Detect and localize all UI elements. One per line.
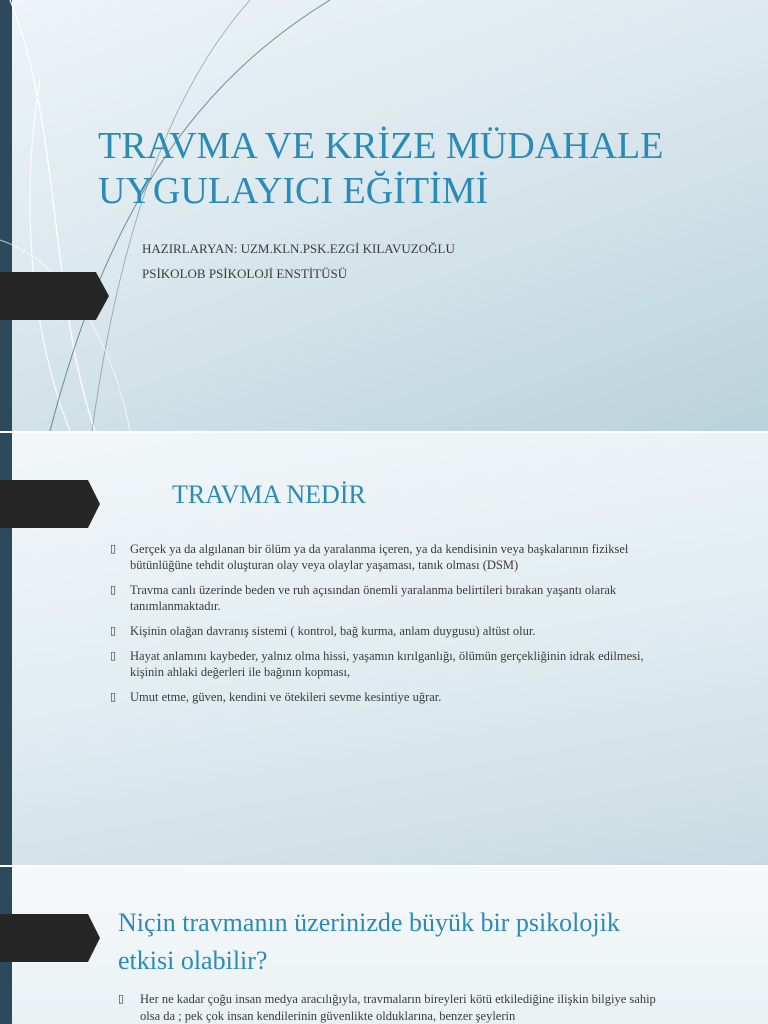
list-item-text: Kişinin olağan davranış sistemi ( kontrol, bağ kurma, anlam duygusu) altüst olur. xyxy=(130,624,536,638)
list-item xyxy=(110,689,670,705)
slide-title xyxy=(0,0,768,431)
bullet-list xyxy=(118,991,658,1024)
bullet-icon: ▯ xyxy=(110,650,117,662)
list-item-text: Hayat anlamını kaybeder, yalnız olma hissi, yaşamın kırılganlığı, ölümün gerçekliğinin idrak edilmesi, kişinin ahlaki değerleri ile bağının kopması, xyxy=(130,649,644,679)
list-item xyxy=(110,623,670,639)
slide-travma-nedir xyxy=(0,433,768,865)
slide-heading: TRAVMA NEDİR xyxy=(172,480,366,509)
list-item-text: Travma canlı üzerinde beden ve ruh açısından önemli yaralanma belirtileri bırakan yaşantı olarak tanımlanmaktadır. xyxy=(130,583,617,613)
bullet-list xyxy=(110,541,670,714)
slide-title-heading: TRAVMA VE KRİZE MÜDAHALE UYGULAYICI EĞİTİMİ xyxy=(98,125,664,212)
prepared-by-text: HAZIRLARYAN: UZM.KLN.PSK.EZGİ KILAVUZOĞLU xyxy=(142,241,455,256)
slide-heading: Niçin travmanın üzerinizde büyük bir psikolojik etkisi olabilir? xyxy=(118,908,620,975)
decorative-lines xyxy=(0,0,768,431)
title-arrow-tab xyxy=(0,272,109,320)
list-item xyxy=(118,991,658,1024)
bullet-icon: ▯ xyxy=(110,691,117,703)
list-item-text: Gerçek ya da algılanan bir ölüm ya da yaralanma içeren, ya da kendisinin veya başkalarının fiziksel bütünlüğüne tehdit oluşturan olay veya olaylar yaşaması, tanık olması (DSM) xyxy=(130,542,629,572)
list-item-text: Her ne kadar çoğu insan medya aracılığıyla, travmaların bireyleri kötü etkilediğine ilişkin bilgiye sahip olsa da ; pek çok insan kendilerinin güvenlikte olduklarına, benzer şeylerin xyxy=(140,992,656,1023)
bullet-icon: ▯ xyxy=(110,625,117,637)
title-arrow-tab xyxy=(0,914,100,962)
title-arrow-tab xyxy=(0,480,100,528)
bullet-icon: ▯ xyxy=(110,584,117,596)
list-item xyxy=(110,648,670,680)
bullet-icon: ▯ xyxy=(110,543,117,555)
bullet-icon: ▯ xyxy=(118,993,125,1005)
list-item xyxy=(110,541,670,573)
institute-text: PSİKOLOB PSİKOLOJİ ENSTİTÜSÜ xyxy=(142,266,348,281)
slide-psikolojik-etki xyxy=(0,867,768,1024)
list-item xyxy=(110,582,670,614)
list-item-text: Umut etme, güven, kendini ve ötekileri sevme kesintiye uğrar. xyxy=(130,690,442,704)
